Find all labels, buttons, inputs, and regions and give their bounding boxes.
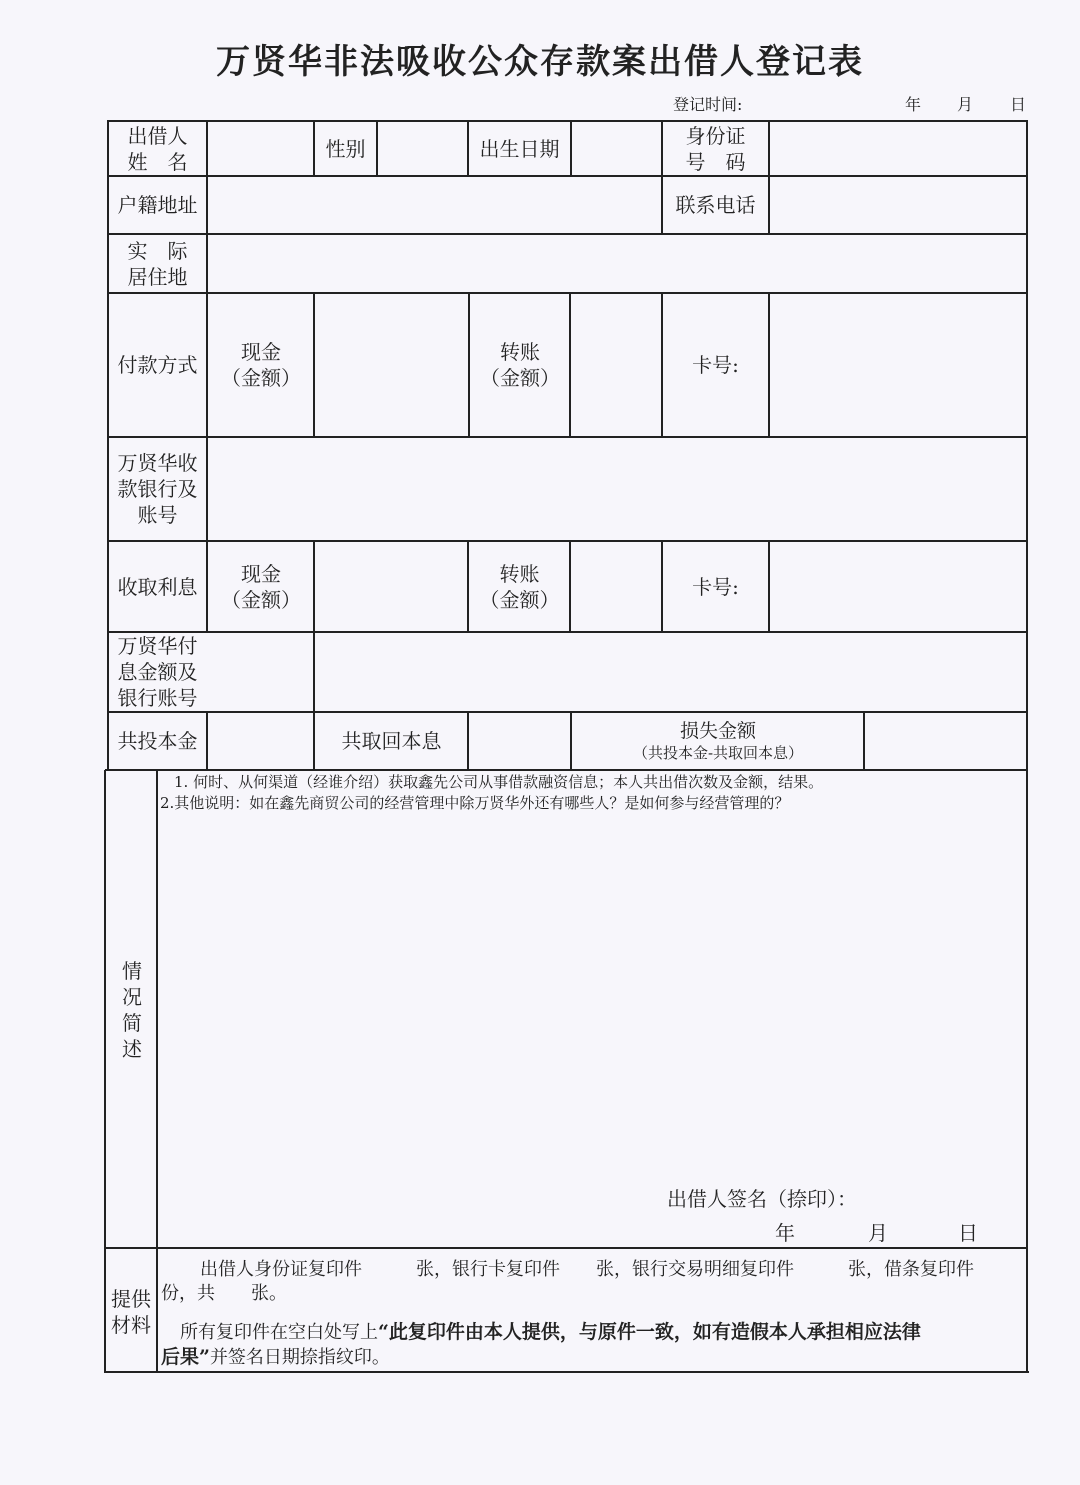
interest-transfer-label: 转账 （金额）	[479, 561, 560, 612]
signature-month-label: 月	[868, 1221, 888, 1245]
materials-line-3-prefix: 所有复印件在空白处写上	[180, 1322, 378, 1343]
interest-received-label: 收取利息	[117, 574, 198, 599]
payment-card-field[interactable]	[770, 293, 1026, 437]
payment-transfer-field[interactable]	[571, 293, 661, 437]
lender-name-label: 出借人 姓 名	[127, 123, 188, 174]
situation-label: 情 况 简 述	[122, 959, 142, 1061]
interest-card-field[interactable]	[770, 541, 1026, 632]
lender-signature-label: 出借人签名（捺印）：	[667, 1187, 857, 1211]
registration-time-label: 登记时间:	[673, 95, 743, 114]
phone-field[interactable]	[770, 176, 1026, 234]
materials-line-3	[180, 1320, 921, 1345]
total-principal-field[interactable]	[208, 712, 314, 770]
household-address-field[interactable]	[208, 176, 661, 234]
total-principal-label: 共投本金	[117, 729, 198, 753]
form-title: 万贤华非法吸收公众存款案出借人登记表	[216, 42, 864, 82]
interest-paid-label: 万贤华付 息金额及 银行账号	[117, 634, 198, 710]
interest-cash-label: 现金 （金额）	[221, 561, 301, 612]
payment-card-label: 卡号:	[692, 353, 739, 377]
birth-date-label: 出生日期	[479, 136, 560, 161]
materials-line-1: 出借人身份证复印件 张，银行卡复印件 张，银行交易明细复印件 张，借条复印件	[200, 1259, 974, 1280]
id-number-field[interactable]	[770, 121, 1026, 176]
payment-method-label: 付款方式	[117, 353, 198, 377]
interest-cash-field[interactable]	[315, 541, 467, 632]
registration-month-label: 月	[957, 95, 974, 114]
materials-line-3-declaration: “此复印件由本人提供，与原件一致，如有造假本人承担相应法律	[378, 1321, 921, 1343]
registration-year-label: 年	[905, 95, 922, 114]
materials-line-4-declaration: 后果”	[161, 1346, 210, 1368]
birth-date-field[interactable]	[572, 121, 662, 176]
payment-cash-label: 现金 （金额）	[221, 340, 301, 390]
interest-card-label: 卡号:	[692, 574, 739, 599]
signature-year-label: 年	[775, 1221, 795, 1245]
situation-note-1: 1. 何时、从何渠道（经谁介绍）获取鑫先公司从事借款融资信息；本人共出借次数及金额，结果。	[174, 773, 824, 791]
residence-field[interactable]	[208, 234, 1026, 293]
payment-cash-field[interactable]	[315, 293, 468, 437]
registration-date-line	[0, 92, 1080, 114]
lender-name-field[interactable]	[208, 121, 314, 176]
interest-paid-account-field[interactable]	[315, 632, 1026, 712]
household-address-label: 户籍地址	[117, 193, 198, 217]
registration-day-label: 日	[1010, 95, 1027, 114]
situation-text-area[interactable]	[158, 816, 1026, 1176]
loss-amount-label: 损失金额 （共投本金-共取回本息）	[632, 720, 804, 762]
residence-label: 实 际 居住地	[127, 238, 188, 289]
total-returned-field[interactable]	[469, 712, 571, 770]
receiving-bank-label: 万贤华收 款银行及 账号	[117, 451, 198, 527]
materials-line-4	[161, 1345, 390, 1370]
situation-note-2: 2.其他说明：如在鑫先商贸公司的经营管理中除万贤华外还有哪些人？是如何参与经营管理的？	[160, 794, 790, 812]
gender-field[interactable]	[378, 121, 468, 176]
loss-amount-field[interactable]	[865, 712, 1026, 770]
materials-label: 提供 材料	[111, 1287, 151, 1337]
total-returned-label: 共取回本息	[341, 729, 442, 753]
interest-transfer-field[interactable]	[571, 541, 661, 632]
loss-formula: （共投本金-共取回本息）	[632, 744, 804, 762]
interest-paid-amount-field[interactable]	[208, 632, 314, 712]
id-number-label: 身份证 号 码	[685, 123, 746, 174]
materials-line-2: 份，共 张。	[161, 1283, 287, 1304]
lender-signature-field[interactable]	[870, 1178, 1020, 1208]
signature-day-label: 日	[958, 1221, 978, 1245]
phone-label: 联系电话	[675, 193, 756, 217]
payment-transfer-label: 转账 （金额）	[480, 340, 560, 390]
gender-label: 性别	[325, 136, 366, 161]
receiving-bank-field[interactable]	[208, 437, 1026, 541]
materials-line-4-suffix: 并签名日期捺指纹印。	[209, 1347, 390, 1368]
